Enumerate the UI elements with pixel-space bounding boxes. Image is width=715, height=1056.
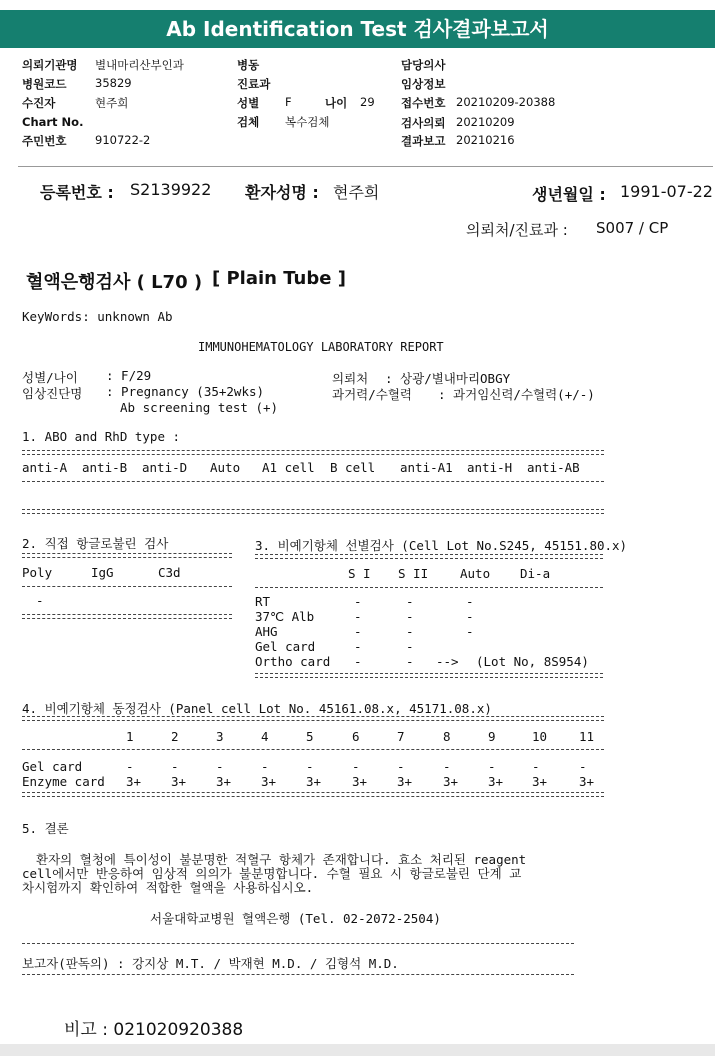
dept-code-value: S007 / CP: [596, 219, 669, 237]
panel-cell-7: 7: [397, 729, 405, 744]
gel-result-7: -: [397, 759, 405, 774]
enzyme-result-11: 3+: [579, 774, 595, 789]
conclusion-title: 5. 결론: [22, 821, 69, 836]
screen-col-auto: Auto: [460, 566, 491, 581]
registration-value: S2139922: [130, 180, 212, 199]
remarks: 비고 : 021020920388: [64, 1020, 244, 1040]
sec2-rule-top: [22, 553, 232, 558]
sec3-rule-bottom: [255, 673, 603, 678]
panel-cell-3: 3: [216, 729, 224, 744]
doctor-label: 담당의사: [401, 58, 446, 72]
enzyme-card-label: Enzyme card: [22, 774, 105, 789]
patient-name-value: 현주희: [333, 183, 380, 202]
enzyme-result-4: 3+: [261, 774, 277, 789]
patient-name-label: 환자성명 :: [245, 183, 319, 202]
screen-row-label: RT: [255, 594, 271, 609]
dept-code-label: 의뢰처/진료과 :: [466, 221, 568, 239]
screen-cell: -: [354, 639, 362, 654]
sec1-rule-bottom: [22, 509, 604, 514]
gel-result-8: -: [443, 759, 451, 774]
page-bottom-bar: [0, 1044, 715, 1056]
panel-cell-8: 8: [443, 729, 451, 744]
dat-col-c3d: C3d: [158, 565, 181, 580]
enzyme-result-1: 3+: [126, 774, 142, 789]
diagnosis-value-2: Ab screening test (+): [120, 400, 279, 415]
hospital-value: 별내마리산부인과: [95, 58, 184, 72]
sex-age-label: 성별/나이: [22, 370, 78, 385]
sec1-rule-top: [22, 450, 604, 455]
panel-cell-2: 2: [171, 729, 179, 744]
abo-col-anti-a1: anti-A1: [400, 460, 453, 475]
dat-col-igg: IgG: [91, 565, 114, 580]
age-value: 29: [360, 95, 375, 109]
screen-cell: -: [466, 594, 474, 609]
keywords: KeyWords: unknown Ab: [22, 309, 173, 324]
conclusion-line-2: cell에서만 반응하여 임상적 의의가 불분명합니다. 수혈 필요 시 항글로불린 단계 교: [22, 866, 522, 881]
gel-result-9: -: [488, 759, 496, 774]
report-date-value: 20210216: [456, 133, 515, 147]
sec1-rule-mid: [22, 481, 604, 482]
abo-col-anti-ab: anti-AB: [527, 460, 580, 475]
request-date-label: 검사의뢰: [401, 116, 446, 130]
sex-value: F: [285, 95, 292, 109]
test-tube-type: [ Plain Tube ]: [212, 268, 346, 289]
abo-col-a1-cell: A1 cell: [262, 460, 315, 475]
hospital-footer: 서울대학교병원 혈액은행 (Tel. 02-2072-2504): [150, 911, 441, 926]
screen-cell: -: [354, 609, 362, 624]
conclusion-line-3: 차시험까지 확인하여 적합한 혈액을 사용하십시오.: [22, 880, 314, 895]
panel-cell-1: 1: [126, 729, 134, 744]
history-label: 과거력/수혈력: [332, 387, 412, 402]
resident-no-label: 주민번호: [22, 134, 67, 148]
panel-cell-4: 4: [261, 729, 269, 744]
gel-result-10: -: [532, 759, 540, 774]
specimen-label: 검체: [237, 115, 260, 129]
gel-result-1: -: [126, 759, 134, 774]
enzyme-result-5: 3+: [306, 774, 322, 789]
screen-row-label: 37℃ Alb: [255, 609, 315, 624]
screen-cell: -: [406, 624, 414, 639]
hospital-code-label: 병원코드: [22, 77, 67, 91]
accession-label: 접수번호: [401, 96, 446, 110]
panel-cell-6: 6: [352, 729, 360, 744]
gel-result-3: -: [216, 759, 224, 774]
gel-result-5: -: [306, 759, 314, 774]
reporter-line: 보고자(판독의) : 강지상 M.T. / 박재현 M.D. / 김형석 M.D.: [22, 956, 399, 971]
client-label: 의뢰처: [332, 371, 369, 386]
ortho-lot-note: (Lot No, 8S954): [476, 654, 589, 669]
enzyme-result-2: 3+: [171, 774, 187, 789]
dat-col-poly: Poly: [22, 565, 53, 580]
screen-col-s2: S II: [398, 566, 429, 581]
client-value: : 상광/별내마리OBGY: [385, 371, 511, 386]
ward-label: 병동: [237, 58, 260, 72]
dat-title: 2. 직접 항글로불린 검사: [22, 536, 169, 551]
screen-cell: -: [406, 654, 414, 669]
header-divider: [18, 166, 713, 167]
patient-value: 현주희: [95, 96, 129, 110]
screen-cell: -: [406, 609, 414, 624]
diagnosis-label: 임상진단명: [22, 386, 83, 401]
abo-col-auto: Auto: [210, 460, 241, 475]
screen-row-label: Ortho card: [255, 654, 331, 669]
history-value: : 과거임신력/수혈력(+/-): [438, 387, 595, 402]
sec4-rule-mid: [22, 749, 604, 750]
gel-result-4: -: [261, 759, 269, 774]
abo-col-anti-b: anti-B: [82, 460, 128, 475]
gel-result-11: -: [579, 759, 587, 774]
abo-rhd-title: 1. ABO and RhD type :: [22, 429, 181, 444]
enzyme-result-8: 3+: [443, 774, 459, 789]
screen-cell: -: [354, 594, 362, 609]
enzyme-result-7: 3+: [397, 774, 413, 789]
request-date-value: 20210209: [456, 115, 515, 129]
chart-no-label: Chart No.: [22, 115, 84, 129]
hospital-label: 의뢰기관명: [22, 58, 78, 72]
abo-col-anti-a: anti-A: [22, 460, 68, 475]
registration-label: 등록번호 :: [40, 183, 114, 202]
diagnosis-value: : Pregnancy (35+2wks): [106, 384, 265, 399]
abo-col-b-cell: B cell: [330, 460, 376, 475]
screen-arrow: -->: [436, 654, 459, 669]
panel-cell-10: 10: [532, 729, 548, 744]
gel-result-6: -: [352, 759, 360, 774]
enzyme-result-3: 3+: [216, 774, 232, 789]
dept-label: 진료과: [237, 77, 271, 91]
accession-value: 20210209-20388: [456, 95, 556, 109]
sec2-rule-bottom: [22, 614, 232, 619]
sex-age-value: : F/29: [106, 368, 152, 383]
antibody-screening-title: 3. 비예기항체 선별검사 (Cell Lot No.S245, 45151.80.x): [255, 538, 628, 553]
screen-row-label: AHG: [255, 624, 278, 639]
abo-col-anti-d: anti-D: [142, 460, 188, 475]
screen-col-s1: S I: [348, 566, 371, 581]
gel-card-label: Gel card: [22, 759, 83, 774]
sex-label: 성별: [237, 96, 260, 110]
specimen-value: 복수검체: [285, 115, 330, 129]
resident-no-value: 910722-2: [95, 133, 151, 147]
sec2-rule-mid: [22, 586, 232, 587]
gel-result-2: -: [171, 759, 179, 774]
sec4-rule-bottom: [22, 792, 604, 797]
enzyme-result-9: 3+: [488, 774, 504, 789]
screen-cell: -: [354, 654, 362, 669]
footer-rule-bottom: [22, 974, 574, 975]
age-label: 나이: [325, 96, 348, 110]
panel-cell-9: 9: [488, 729, 496, 744]
hospital-code-value: 35829: [95, 76, 132, 90]
patient-label: 수진자: [22, 96, 56, 110]
sec4-rule-top: [22, 716, 604, 721]
enzyme-result-10: 3+: [532, 774, 548, 789]
clinical-info-label: 임상정보: [401, 77, 446, 91]
report-title: IMMUNOHEMATOLOGY LABORATORY REPORT: [198, 340, 444, 354]
screen-cell: -: [466, 609, 474, 624]
antibody-identification-title: 4. 비예기항체 동정검사 (Panel cell Lot No. 45161.08.x, 45171.08.x): [22, 701, 492, 716]
dat-value: -: [36, 593, 44, 608]
screen-cell: -: [466, 624, 474, 639]
abo-col-anti-h: anti-H: [467, 460, 513, 475]
report-date-label: 결과보고: [401, 134, 446, 148]
enzyme-result-6: 3+: [352, 774, 368, 789]
report-banner-title: Ab Identification Test 검사결과보고서: [0, 10, 715, 48]
screen-col-di-a: Di-a: [520, 566, 551, 581]
dob-label: 생년월일 :: [532, 185, 606, 204]
screen-cell: -: [354, 624, 362, 639]
panel-cell-5: 5: [306, 729, 314, 744]
screen-cell: -: [406, 594, 414, 609]
sec3-rule-mid: [255, 587, 603, 588]
sec3-rule-top: [255, 554, 603, 559]
footer-rule-top: [22, 943, 574, 944]
test-title: 혈액은행검사 ( L70 ): [26, 272, 203, 293]
dob-value: 1991-07-22: [620, 182, 713, 201]
conclusion-line-1: 환자의 혈청에 특이성이 불분명한 적혈구 항체가 존재합니다. 효소 처리된 reagent: [36, 852, 527, 867]
screen-cell: -: [406, 639, 414, 654]
panel-cell-11: 11: [579, 729, 595, 744]
screen-row-label: Gel card: [255, 639, 316, 654]
